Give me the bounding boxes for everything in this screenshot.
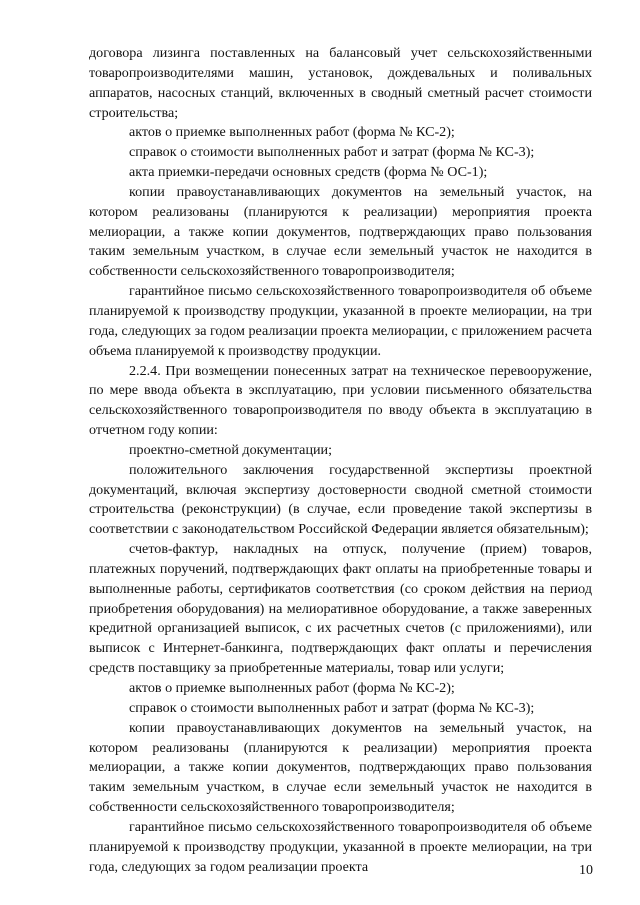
paragraph-land-documents: копии правоустанавливающих документов на земельный участок, на котором реализованы (планируются к реализации) мероприятия проекта мелиорации, а также копии документов, подтверждающих право пользования таким земельным участком, в случае если земельный участок не находится в собственности сельскохозяйственного товаропроизводителя; — [89, 183, 592, 280]
paragraph-guarantee-letter-repeat: гарантийное письмо сельскохозяйственного товаропроизводителя об объеме планируемой к производству продукции, указанной в проекте мелиорации, на три года, следующих за годом реализации проекта — [89, 818, 592, 875]
paragraph-os1-act: акта приемки-передачи основных средств (форма № ОС-1); — [129, 164, 488, 181]
paragraph-design-documentation: проектно-сметной документации; — [129, 441, 332, 458]
document-body — [89, 44, 592, 877]
paragraph-land-documents-repeat: копии правоустанавливающих документов на земельный участок, на котором реализованы (планируются к реализации) мероприятия проекта мелиорации, а также копии документов, подтверждающих право пользования таким земельным участком, в случае если земельный участок не находится в собственности сельскохозяйственного товаропроизводителя; — [89, 719, 592, 816]
paragraph-ks2-acts: актов о приемке выполненных работ (форма № КС-2); — [129, 124, 455, 141]
paragraph-state-expertise: положительного заключения государственной экспертизы проектной документаций, включая экспертизу достоверности сводной сметной стоимости строительства (реконструкции) (в случае, если проведение такой экспертизы в соответствии с законодательством Российской Федерации является обязательным); — [89, 461, 592, 538]
paragraph-section-2-2-4: 2.2.4. При возмещении понесенных затрат на техническое перевооружение, по мере ввода объекта в эксплуатацию, при условии письменного обязательства сельскохозяйственного товаропроизводителя по вводу объекта в эксплуатацию в отчетном году копии: — [89, 362, 592, 439]
paragraph-ks3-certificates-repeat: справок о стоимости выполненных работ и затрат (форма № КС-3); — [129, 699, 535, 716]
paragraph-guarantee-letter: гарантийное письмо сельскохозяйственного товаропроизводителя об объеме планируемой к производству продукции, указанной в проекте мелиорации, на три года, следующих за годом реализации проекта мелиорации, с приложением расчета объема планируемой к производству продукции. — [89, 283, 592, 359]
paragraph-invoices: счетов-фактур, накладных на отпуск, получение (прием) товаров, платежных поручений, подтверждающих факт оплаты на приобретенные товары и выполненные работы, сертификатов соответствия (со сроком действия на период приобретения оборудования) на мелиоративное оборудование, а также заверенных кредитной организацией выписок, с их расчетных счетов (с приложениями), или выписок с Интернет-банкинга, подтверждающих факт оплаты и перечисления средств поставщику за приобретенные материалы, товар или услуги; — [89, 541, 592, 677]
page-number: 10 — [579, 863, 593, 878]
paragraph-leasing-contract: договора лизинга поставленных на балансовый учет сельскохозяйственными товаропроизводителями машин, установок, дождевальных и поливальных аппаратов, насосных станций, включенных в сводный сметный расчет стоимости строительства; — [89, 45, 592, 121]
paragraph-ks3-certificates: справок о стоимости выполненных работ и затрат (форма № КС-3); — [129, 144, 535, 161]
paragraph-ks2-acts-repeat: актов о приемке выполненных работ (форма № КС-2); — [129, 680, 455, 696]
